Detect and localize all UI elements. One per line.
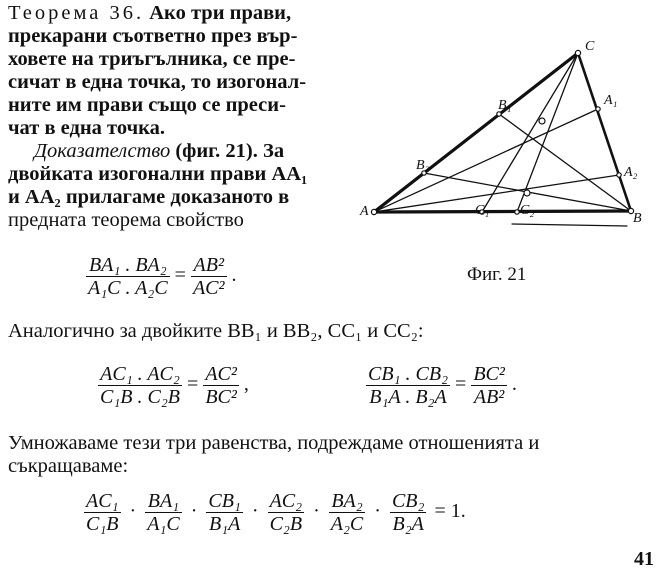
analog-text: Аналогично за двойките BB₁ и BB₂, CC₁ и CC₂:	[8, 320, 424, 342]
eq1-rhs-numerator: AB²	[191, 254, 227, 277]
label-a: A	[360, 204, 369, 219]
theorem-line-3: ховете на триъгълника, се пре-	[8, 48, 296, 70]
eq1-denominator: A₁C . A₂C	[88, 277, 168, 299]
eq2-rhs-numerator: AC²	[205, 363, 237, 385]
figure-21-diagram	[352, 36, 652, 241]
eq4-numerator: CB₂	[391, 490, 425, 512]
label-b: B	[633, 211, 642, 226]
side-cb	[578, 53, 631, 211]
proof-label: Доказателство	[34, 140, 171, 162]
cevian-aa2	[374, 175, 619, 212]
label-b1: B₁	[498, 98, 512, 113]
proof-line-2: двойката изогонални прави AA₁	[8, 163, 308, 185]
eq4-rhs: = 1.	[434, 500, 466, 523]
eq2-numerator: AC₁ . AC₂	[98, 363, 182, 386]
figure-caption: Фиг. 21	[467, 264, 527, 285]
eq4-denominator: A₁C	[147, 513, 180, 535]
proof-line-3: и AA₂ прилагаме доказаното в	[8, 186, 290, 208]
label-c2: C₂	[520, 203, 535, 218]
cevian-bb1	[499, 114, 631, 211]
eq4-dot: ·	[190, 500, 198, 523]
theorem-line-4: сичат в една точка, то изогонал-	[8, 71, 307, 93]
eq4-fraction	[145, 490, 182, 535]
equation-1: $\frac{\text{BA₁ . BA₂}}{\text{A₁C . A₂C}}$ = $\frac{\text{AB²}}{\text{AC²}}$ .	[88, 254, 237, 299]
eq2-denominator: C₁B . C₂B	[100, 386, 181, 408]
eq4-numerator: BA₂	[329, 490, 366, 513]
label-a1: A₁	[604, 93, 618, 108]
eq1-rhs-denominator: AC²	[192, 277, 225, 299]
multiply-line-2: съкращаваме:	[8, 455, 129, 477]
eq4-denominator: B₁A	[208, 513, 241, 535]
eq1-numerator: BA₁ . BA₂	[86, 254, 170, 277]
proof-line-1: Доказателство (фиг. 21). За	[34, 140, 285, 162]
eq4-numerator: AC₁	[86, 490, 119, 512]
label-a2: A₂	[624, 165, 638, 180]
eq4-denominator: C₂B	[269, 513, 303, 535]
eq2-rhs-denominator: BC²	[205, 386, 237, 408]
theorem-line-2: прекарани съответно през вър-	[8, 25, 298, 47]
eq4-fraction	[329, 490, 366, 535]
theorem-line-5: ните им прави също се преси-	[8, 94, 286, 116]
theorem-block	[8, 2, 344, 232]
eq4-dot: ·	[251, 500, 259, 523]
theorem-line-6: чат в една точка.	[8, 117, 166, 139]
equation-4	[84, 490, 466, 535]
equation-2: $\frac{\text{AC₁ . AC₂}}{\text{C₁B . C₂B}}$ = $\frac{\text{AC²}}{\text{BC²}}$ ,	[100, 363, 249, 408]
eq4-numerator: BA₁	[145, 490, 182, 513]
label-c: C	[585, 39, 595, 54]
eq4-fraction	[206, 490, 243, 535]
eq4-fraction	[84, 490, 121, 535]
proof-line-4: предната теорема свойство	[8, 209, 244, 231]
eq4-fraction	[268, 490, 305, 535]
isogonal-point-p	[539, 118, 545, 124]
eq4-fraction	[390, 490, 427, 535]
theorem-label: Теорема 36.	[8, 2, 145, 24]
eq3-denominator: B₁A . B₂A	[369, 386, 447, 408]
eq4-dot: ·	[374, 500, 381, 523]
label-c1: C₁	[475, 203, 490, 218]
theorem-line-1: Теорема 36. Ако три прави,	[8, 2, 292, 24]
eq3-rhs-denominator: AB²	[473, 386, 505, 408]
eq4-denominator: A₂C	[330, 513, 364, 535]
page-number: 41	[634, 548, 654, 570]
side-ab	[374, 211, 631, 212]
isogonal-point-q	[524, 190, 530, 196]
eq4-numerator: AC₂	[269, 490, 303, 512]
eq3-numerator: CB₁ . CB₂	[368, 363, 449, 385]
eq4-denominator: B₂A	[392, 513, 424, 535]
multiply-line-1: Умножаваме тези три равенства, подреждаме отношенията и	[8, 432, 540, 454]
eq4-dot: ·	[129, 500, 137, 523]
eq4-denominator: C₁B	[86, 513, 119, 535]
eq4-dot: ·	[313, 500, 320, 523]
equation-3: $\frac{\text{CB₁ . CB₂}}{\text{B₁A . B₂A}}$ = $\frac{\text{BC²}}{\text{AB²}}$ .	[368, 363, 517, 408]
label-b2: B₂	[416, 158, 430, 173]
eq3-rhs-numerator: BC²	[473, 363, 505, 385]
eq4-numerator: CB₁	[208, 490, 241, 512]
